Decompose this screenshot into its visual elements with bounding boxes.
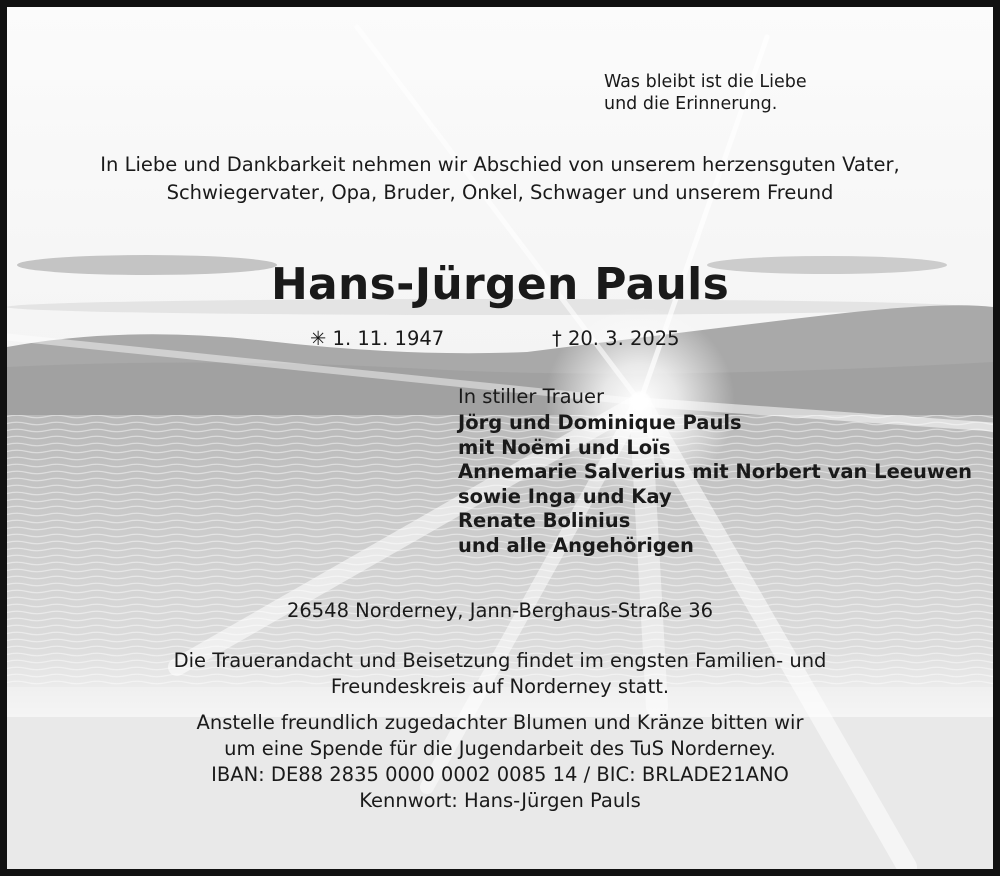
mourner-name: Renate Bolinius [458, 509, 631, 532]
birth-date-value: 1. 11. 1947 [332, 327, 445, 350]
mourner-name: Jörg und Dominique Pauls [458, 411, 742, 434]
death-date-value: 20. 3. 2025 [567, 327, 680, 350]
donation-line: um eine Spende für die Jugendarbeit des TuS Norderney. [224, 737, 776, 760]
service-info [7, 648, 993, 700]
mourner-address: 26548 Norderney, Jann-Berghaus-Straße 36 [286, 599, 714, 622]
death-cross-icon: † [552, 327, 562, 350]
motto-quote [604, 71, 807, 115]
service-line: Freundeskreis auf Norderney statt. [330, 675, 670, 698]
mourner-name: Annemarie Salverius mit Norbert van Leeuwen [458, 460, 973, 483]
death-date [552, 325, 680, 353]
service-line: Die Trauerandacht und Beisetzung findet im engsten Familien- und [173, 649, 827, 672]
mourner-name: sowie Inga und Kay [458, 484, 672, 508]
intro-text [7, 151, 993, 207]
deceased-name: Hans-Jürgen Pauls [270, 259, 730, 310]
motto-line: und die Erinnerung. [604, 94, 778, 114]
mourning-heading: In stiller Trauer [458, 385, 604, 408]
donation-keyword: Kennwort: Hans-Jürgen Pauls [359, 789, 641, 812]
motto-line: Was bleibt ist die Liebe [604, 72, 807, 92]
donation-line: Anstelle freundlich zugedachter Blumen und Kränze bitten wir [196, 711, 804, 734]
mourner-list [458, 411, 972, 558]
bank-details: IBAN: DE88 2835 0000 0002 0085 14 / BIC: BRLADE21ANO [211, 763, 789, 786]
birth-date [310, 325, 444, 353]
birth-star-icon: ✳ [310, 327, 327, 350]
donation-info [7, 710, 993, 814]
mourner-name: und alle Angehörigen [458, 533, 694, 557]
intro-line: Schwiegervater, Opa, Bruder, Onkel, Schwager und unserem Freund [166, 181, 834, 204]
intro-line: In Liebe und Dankbarkeit nehmen wir Abschied von unserem herzensguten Vater, [100, 153, 900, 176]
mourner-name: mit Noëmi und Loïs [458, 435, 671, 459]
